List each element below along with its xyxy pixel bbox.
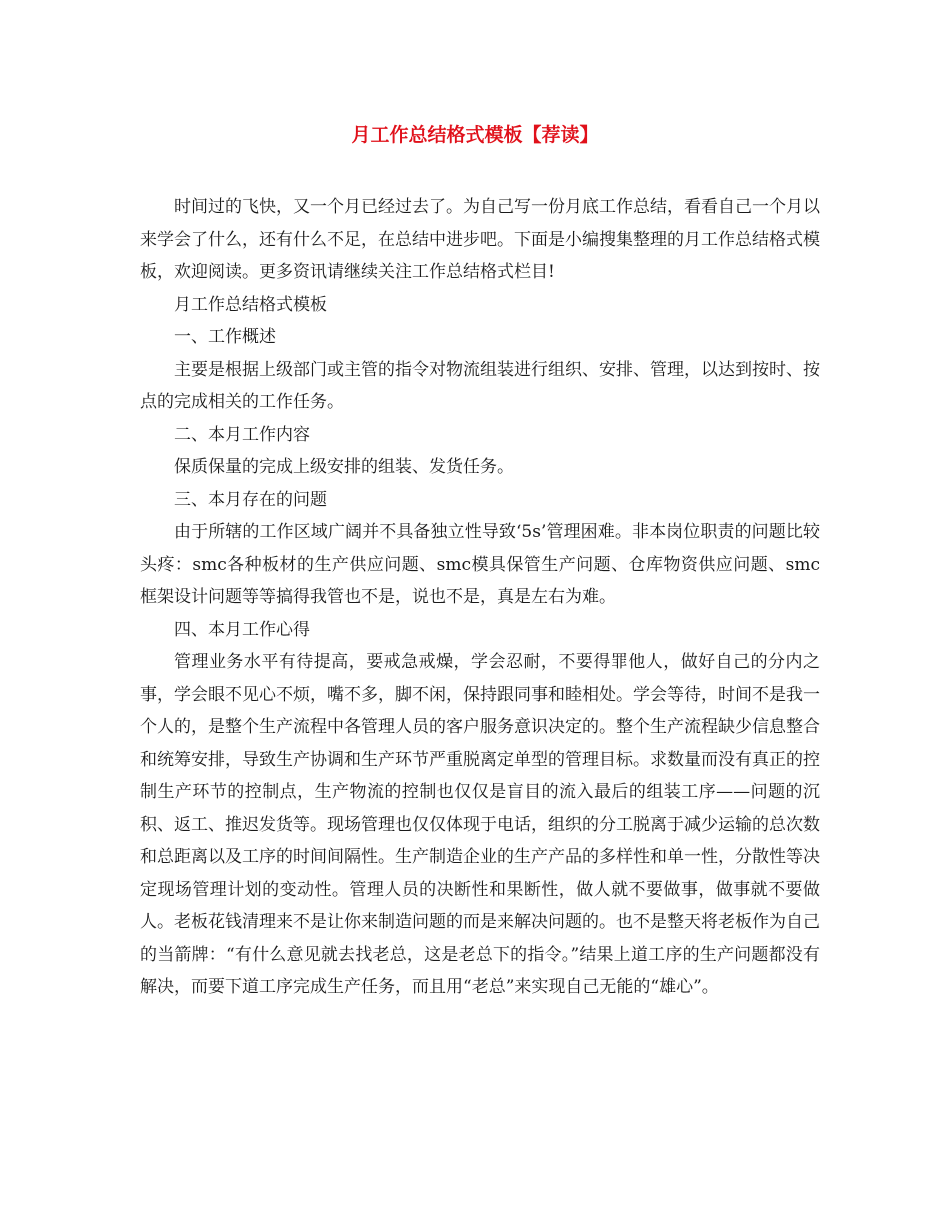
heading-problems: 三、本月存在的问题 <box>174 489 327 510</box>
problems-paragraph: 由于所辖的工作区域广阔并不具备独立性导致‘5s’管理困难。非本岗位职责的问题比较头疼：smc各种板材的生产供应问题、smc模具保管生产问题、仓库物资供应问题、smc框架设计问题等等搞得我管也不是，说也不是，真是左右为难。 <box>140 522 820 607</box>
heading-insights: 四、本月工作心得 <box>174 619 310 640</box>
content-paragraph: 保质保量的完成上级安排的组装、发货任务。 <box>174 457 514 477</box>
intro-paragraph: 时间过的飞快，又一个月已经过去了。为自己写一份月底工作总结，看看自己一个月以来学会了什么，还有什么不足，在总结中进步吧。下面是小编搜集整理的月工作总结格式模板，欢迎阅读。更多资讯请继续关注工作总结格式栏目! <box>140 197 820 282</box>
overview-paragraph: 主要是根据上级部门或主管的指令对物流组装进行组织、安排、管理，以达到按时、按点的完成相关的工作任务。 <box>140 359 820 412</box>
heading-monthly-content: 二、本月工作内容 <box>174 424 310 445</box>
insights-paragraph: 管理业务水平有待提高，要戒急戒燥，学会忍耐，不要得罪他人，做好自己的分内之事，学会眼不见心不烦，嘴不多，脚不闲，保持跟同事和睦相处。学会等待，时间不是我一个人的，是整个生产流程中各管理人员的客户服务意识决定的。整个生产流程缺少信息整合和统筹安排，导致生产协调和生产环节严重脱离定单型的管理目标。求数量而没有真正的控制生产环节的控制点，生产物流的控制也仅仅是盲目的流入最后的组装工序——问题的沉积、返工、推迟发货等。现场管理也仅仅体现于电话，组织的分工脱离于减少运输的总次数和总距离以及工序的时间间隔性。生产制造企业的生产产品的多样性和单一性，分散性等决定现场管理计划的变动性。管理人员的决断性和果断性，做人就不要做事，做事就不要做人。老板花钱清理来不是让你来制造问题的而是来解决问题的。也不是整天将老板作为自己的当箭牌：“有什么意见就去找老总，这是老总下的指令。”结果上道工序的生产问题都没有解决，而要下道工序完成生产任务，而且用“老总”来实现自己无能的“雄心”。 <box>140 652 820 997</box>
document-body <box>140 191 820 1004</box>
section-title: 月工作总结格式模板 <box>174 294 327 315</box>
document-title: 月工作总结格式模板【荐读】 <box>351 124 599 146</box>
heading-work-overview: 一、工作概述 <box>174 327 276 347</box>
